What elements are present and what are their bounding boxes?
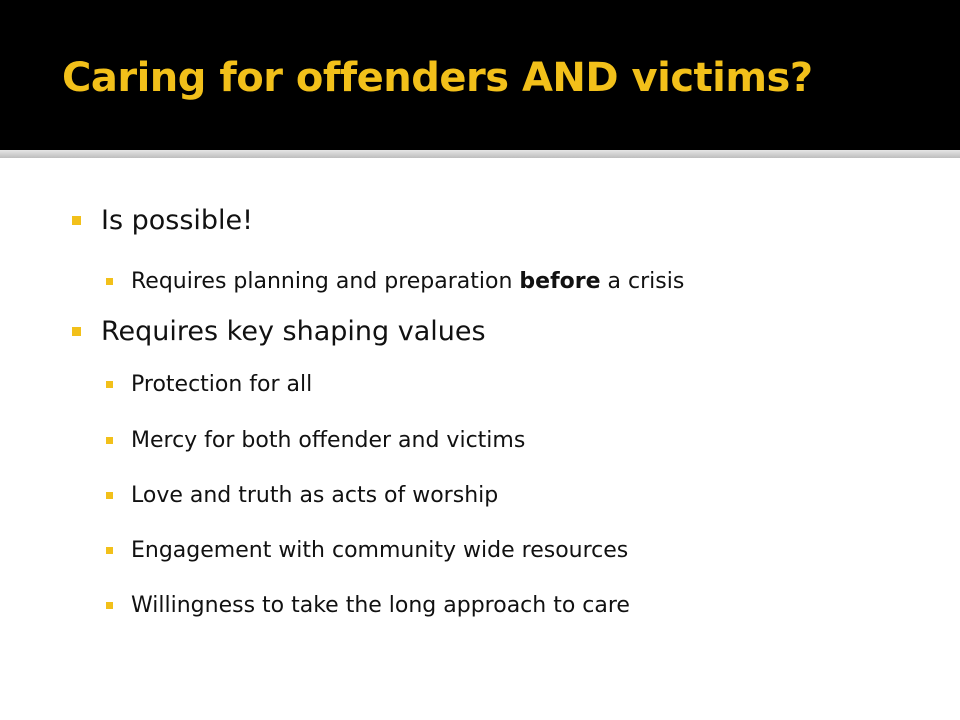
bullet-text: Love and truth as acts of worship — [131, 482, 499, 508]
bullet-text: Willingness to take the long approach to care — [131, 592, 630, 618]
square-bullet-icon — [72, 327, 81, 336]
square-bullet-icon — [106, 602, 113, 609]
bullet-item-mercy — [106, 425, 525, 455]
bullet-item-requires-planning — [106, 266, 684, 296]
bullet-item-key-values — [72, 313, 486, 349]
bullet-text: Engagement with community wide resources — [131, 537, 629, 563]
bullet-item-love-truth — [106, 480, 498, 510]
square-bullet-icon — [106, 381, 113, 388]
bullet-text — [131, 269, 684, 294]
bullet-item-engagement — [106, 535, 628, 565]
square-bullet-icon — [72, 216, 81, 225]
bullet-item-is-possible — [72, 202, 253, 238]
title-bar — [0, 0, 960, 150]
bullet-text-before: Requires planning and preparation — [131, 268, 520, 294]
bullet-text: Mercy for both offender and victims — [131, 427, 526, 453]
slide-content — [0, 158, 960, 720]
bullet-item-protection — [106, 369, 312, 399]
title-divider — [0, 150, 960, 158]
square-bullet-icon — [106, 437, 113, 444]
square-bullet-icon — [106, 547, 113, 554]
bullet-text: Protection for all — [131, 371, 313, 397]
bullet-text: Requires key shaping values — [101, 315, 486, 347]
square-bullet-icon — [106, 492, 113, 499]
slide-title: Caring for offenders AND victims? — [62, 55, 813, 101]
bullet-text-bold: before — [519, 268, 601, 294]
bullet-item-willingness — [106, 590, 630, 620]
square-bullet-icon — [106, 278, 113, 285]
bullet-text-after: a crisis — [600, 268, 685, 294]
bullet-text: Is possible! — [101, 204, 253, 236]
